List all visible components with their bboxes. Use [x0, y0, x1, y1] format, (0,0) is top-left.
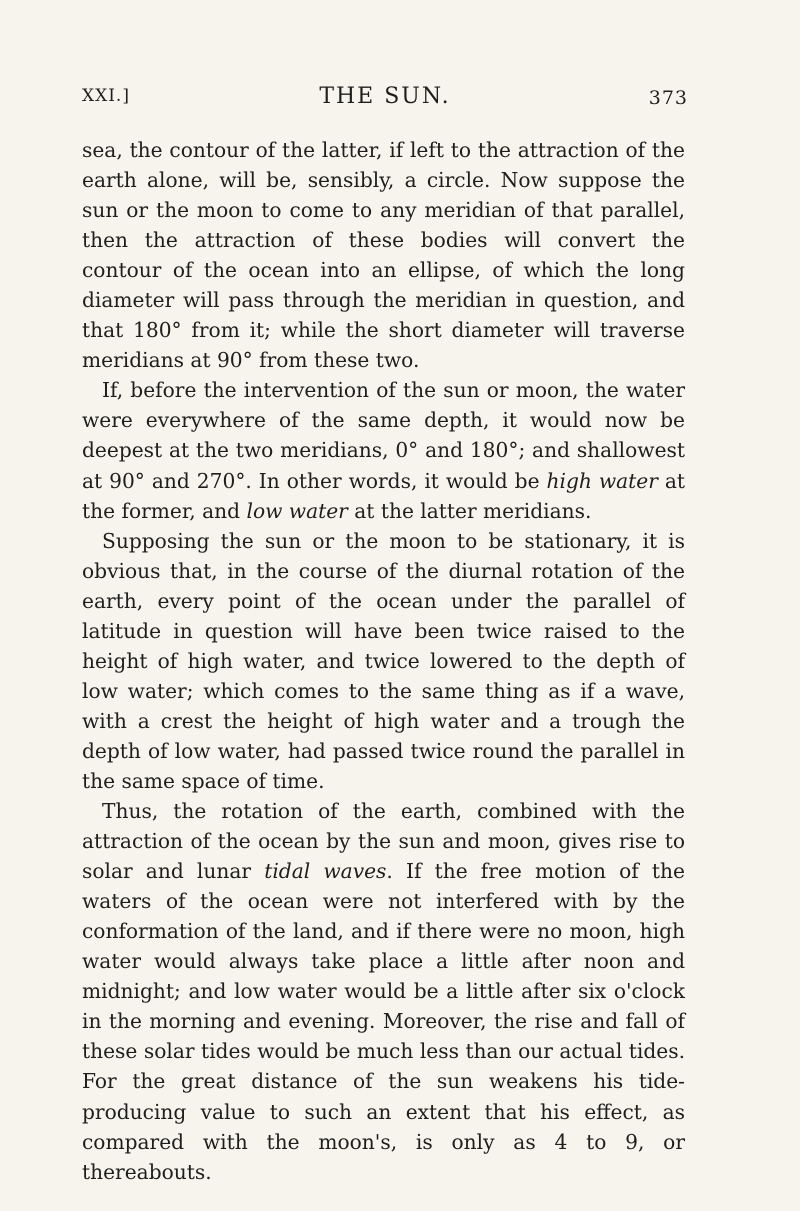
page-title: THE SUN.	[319, 84, 451, 109]
running-head	[82, 86, 688, 120]
paragraph-4: Thus, the rotation of the earth, combined with the attraction of the ocean by the sun and moon, gives rise to solar and lunar tidal waves. If the free motion of the waters of the ocean were not interfered with by the conformation of the land, and if there were no moon, high water would always take place a little after noon and midnight; and low water would be a little after six o'clock in the morning and evening. Moreover, the rise and fall of these solar tides would be much less than our actual tides. For the great distance of the sun weakens his tide-producing value to such an extent that his effect, as compared with the moon's, is only as 4 to 9, or thereabouts.	[82, 799, 685, 1184]
paragraph-1: sea, the contour of the latter, if left to the attraction of the earth alone, will be, sensibly, a circle. Now suppose the sun or the moon to come to any meridian of that parallel, then the attraction of these bodies will convert the contour of the ocean into an ellipse, of which the long diameter will pass through the meridian in question, and that 180° from it; while the short diameter will traverse meridians at 90° from these two.	[82, 138, 685, 373]
chapter-number: XXI.]	[82, 86, 130, 106]
body-text	[82, 135, 685, 1187]
paragraph-2: If, before the intervention of the sun or moon, the water were everywhere of the same depth, it would now be deepest at the two meridians, 0° and 180°; and shallowest at 90° and 270°. In other words, it would be high water at the former, and low water at the latter meridians.	[82, 378, 686, 523]
page-number: 373	[648, 87, 688, 109]
paragraph-3: Supposing the sun or the moon to be stationary, it is obvious that, in the course of the diurnal rotation of the earth, every point of the ocean under the parallel of latitude in question will have been twice raised to the height of high water, and twice lowered to the depth of low water; which comes to the same thing as if a wave, with a crest the height of high water and a trough the depth of low water, had passed twice round the parallel in the same space of time.	[82, 528, 685, 793]
